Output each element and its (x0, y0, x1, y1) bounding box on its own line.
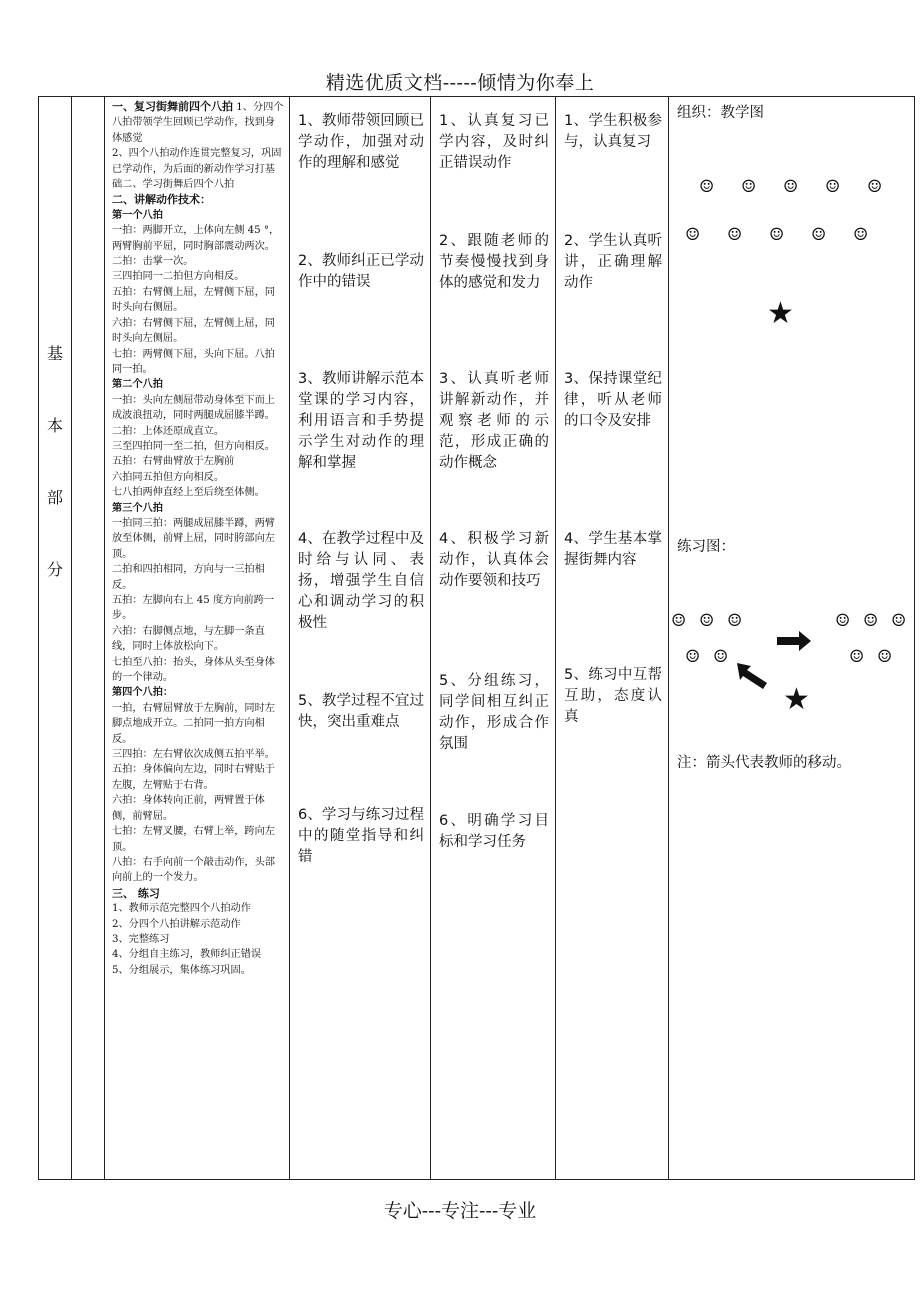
org-label-teaching: 组织：教学图 (677, 105, 764, 121)
organization-diagram-cell (669, 97, 915, 1180)
student-smiley-icon: ☺ (891, 611, 907, 631)
student-smiley-icon: ☺ (849, 647, 865, 667)
section-label-char: 基 (46, 344, 63, 363)
content-line: 六拍：右臂侧下屈，左臂侧上屈，同时头向左侧屈。 (112, 317, 275, 345)
student-smiley-icon: ☺ (863, 611, 879, 631)
student-smiley-icon: ☺ (713, 647, 729, 667)
section-label-char: 部 (46, 488, 63, 507)
arrow-right-icon (777, 631, 811, 651)
section-label-char: 分 (46, 560, 63, 579)
content-line: 八拍：右手向前一个敲击动作，头部向前上的一个发力。 (112, 856, 275, 884)
student-smiley-icon: ☺ (835, 611, 851, 631)
teacher-star-icon: ★ (767, 296, 794, 331)
student-smiley-icon: ☺ (685, 225, 701, 245)
content-line: 七拍至八拍：抬头，身体从头至身体的一个律动。 (112, 656, 275, 684)
content-line: 七八拍两伸直经上至后绕至体侧。 (112, 487, 265, 499)
content-line: 六拍同五拍但方向相反。 (112, 471, 225, 483)
content-line: 六拍：右脚侧点地，与左脚一条直线，同时上体放松向下。 (112, 625, 265, 653)
student-item: 2、跟随老师的节奏慢慢找到身体的感觉和发力 (439, 233, 549, 291)
student-smiley-icon: ☺ (741, 177, 757, 197)
content-line: 二拍和四拍相同，方向与一三拍相反。 (112, 564, 265, 591)
content-subheading: 第三个八拍 (112, 501, 163, 514)
goal-item: 2、学生认真听讲，正确理解动作 (564, 233, 662, 291)
content-line: 二拍：上体还原成直立。 (112, 425, 225, 437)
content-line: 七拍：左臂叉腰，右臂上举，跨向左顶。 (112, 826, 275, 853)
content-line: 三四拍同一二拍但方向相反。 (112, 271, 245, 283)
student-activity-cell (431, 97, 556, 1180)
content-subheading: 第四个八拍： (112, 686, 174, 699)
student-item: 1、认真复习已学内容，及时纠正错误动作 (439, 113, 549, 171)
student-smiley-icon: ☺ (769, 225, 785, 245)
student-smiley-icon: ☺ (699, 611, 715, 631)
page-footer: 专心---专注---专业 (383, 1200, 537, 1222)
org-label-practice: 练习图： (677, 539, 735, 555)
teacher-item: 1、教师带领回顾已学动作，加强对动作的理解和感觉 (298, 113, 424, 171)
student-smiley-icon: ☺ (727, 611, 743, 631)
content-line: 三至四拍同一至二拍，但方向相反。 (112, 440, 275, 452)
student-smiley-icon: ☺ (699, 177, 715, 197)
page-header: 精选优质文档-----倾情为你奉上 (325, 72, 595, 94)
content-line: 1、教师示范完整四个八拍动作 (112, 903, 251, 915)
content-line: 一拍，右臂屈臂放于左胸前，同时左脚点地成开立。二拍同一拍方向相反。 (112, 702, 275, 745)
arrow-up-left-icon (737, 663, 767, 689)
content-line: 一拍同三拍：两腿成屈膝半蹲，两臂放至体侧，前臂上屈，同时胯部向左顶。 (112, 517, 275, 560)
student-smiley-icon: ☺ (811, 225, 827, 245)
student-item: 6、明确学习目标和学习任务 (439, 813, 549, 850)
content-line: 2、分四个八拍讲解示范动作 (112, 918, 241, 930)
content-heading: 三、 练习 (112, 886, 160, 900)
teacher-item: 6、学习与练习过程中的随堂指导和纠错 (298, 807, 424, 865)
content-line: 五拍：身体偏向左边，同时右臂贴于左腹，左臂贴于右背。 (112, 764, 275, 791)
student-smiley-icon: ☺ (783, 177, 799, 197)
student-smiley-icon: ☺ (825, 177, 841, 197)
goal-item: 4、学生基本掌握街舞内容 (564, 531, 662, 568)
teacher-activity-cell (290, 97, 431, 1180)
goal-cell (556, 97, 669, 1180)
teacher-item: 2、教师纠正已学动作中的错误 (298, 253, 424, 290)
student-smiley-icon: ☺ (685, 647, 701, 667)
content-line: 一拍：两脚开立，上体向左侧 45 °，两臂胸前平屈，同时胸部震动两次。 (112, 225, 280, 252)
student-smiley-icon: ☺ (867, 177, 883, 197)
teacher-item: 4、在教学过程中及时给与认同、表扬，增强学生自信心和调动学习的积极性 (298, 531, 424, 631)
content-line: 4、分组自主练习，教师纠正错误 (112, 949, 262, 961)
content-line: 5、分组展示，集体练习巩固。 (112, 964, 251, 976)
lesson-plan-table (38, 96, 915, 1180)
content-cell (105, 97, 290, 1180)
student-item: 5、分组练习，同学间相互纠正动作，形成合作氛围 (439, 673, 549, 752)
teacher-star-icon: ★ (783, 682, 810, 717)
content-subheading: 第二个八拍 (112, 378, 163, 391)
content-line: 一拍：头向左侧屈带动身体至下而上成波浪扭动，同时两腿成屈膝半蹲。 (112, 394, 275, 422)
goal-item: 1、学生积极参与，认真复习 (564, 113, 662, 150)
content-line: 六拍：身体转向正前，两臂置于体侧，前臂屈。 (112, 795, 265, 822)
student-item: 4、积极学习新动作，认真体会动作要领和技巧 (439, 531, 549, 589)
student-smiley-icon: ☺ (671, 611, 687, 631)
content-subheading: 第一个八拍 (112, 208, 163, 221)
teacher-item: 5、教学过程不宜过快，突出重难点 (298, 693, 424, 730)
section-label-cell (39, 97, 72, 1180)
content-line: 七拍：两臂侧下屈，头向下屈。八拍同一拍。 (112, 348, 275, 375)
org-note: 注：箭头代表教师的移动。 (677, 755, 851, 771)
student-smiley-icon: ☺ (853, 225, 869, 245)
content-heading-rest: 1、分四个八拍带领学生回顾已学动作，找到身体感觉 (112, 102, 284, 144)
student-smiley-icon: ☺ (727, 225, 743, 245)
content-heading: 二、讲解动作技术： (112, 193, 211, 207)
goal-item: 3、保持课堂纪律，听从老师的口令及安排 (564, 371, 662, 429)
content-line: 五拍：右臂曲臂放于左胸前 (112, 456, 235, 468)
student-smiley-icon: ☺ (877, 647, 893, 667)
content-heading-text: 一、复习街舞前四个八拍 (112, 100, 233, 113)
teacher-item: 3、教师讲解示范本堂课的学习内容，利用语言和手势提示学生对动作的理解和掌握 (298, 371, 424, 471)
goal-item: 5、练习中互帮互助，态度认真 (564, 667, 662, 725)
content-line: 三四拍：左右臂依次成侧五拍平举。 (112, 749, 275, 761)
content-line: 2、四个八拍动作连贯完整复习，巩固已学动作，为后面的新动作学习打基础二、学习街舞后四个八拍 (112, 148, 282, 191)
section-label-char: 本 (46, 416, 63, 435)
empty-cell (72, 97, 105, 1180)
student-item: 3、认真听老师讲解新动作，并观察老师的示范，形成正确的动作概念 (439, 371, 549, 471)
content-heading (112, 99, 285, 146)
content-line: 五拍：右臂侧上屈，左臂侧下屈，同时头向右侧屈。 (112, 286, 275, 314)
content-line: 3、完整练习 (112, 933, 170, 945)
content-line: 二拍：击掌一次。 (112, 256, 194, 268)
content-line: 五拍：左脚向右上 45 度方向前跨一步。 (112, 595, 275, 622)
